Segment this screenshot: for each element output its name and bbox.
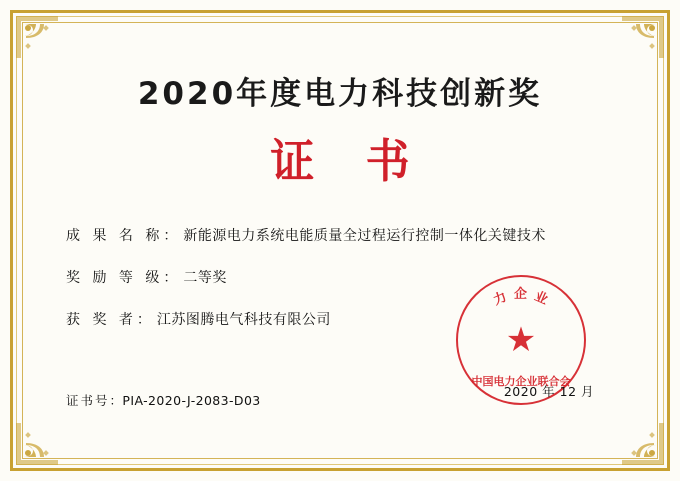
certificate-number-value: PIA-2020-J-2083-D03	[122, 393, 261, 408]
field-label: 奖 励 等 级	[66, 270, 164, 286]
field-value: 新能源电力系统电能质量全过程运行控制一体化关键技术	[183, 228, 546, 244]
certificate-number	[66, 391, 261, 409]
field-colon: ：	[163, 228, 178, 244]
svg-text:力 企 业	[491, 286, 551, 308]
seal-org-name: 中国电力企业联合会	[471, 375, 571, 388]
field-colon: ：	[136, 312, 151, 328]
field-achievement-name	[66, 225, 640, 245]
certificate-content	[40, 34, 640, 447]
seal-star-icon: ★	[505, 321, 537, 359]
field-value: 二等奖	[183, 270, 227, 286]
issue-date: 2020 年 12 月	[503, 384, 594, 399]
field-colon: ：	[163, 270, 178, 286]
seal-top-text: 力 企 业	[491, 287, 551, 309]
certificate-number-colon: ：	[109, 393, 123, 408]
field-label: 获 奖 者	[66, 312, 137, 328]
certificate-number-label: 证书号	[66, 393, 110, 408]
page-title: 2020年度电力科技创新奖	[137, 76, 543, 112]
certificate-subtitle: 证 书	[270, 134, 428, 189]
field-label: 成 果 名 称	[66, 228, 164, 244]
field-value: 江苏图腾电气科技有限公司	[156, 312, 331, 328]
